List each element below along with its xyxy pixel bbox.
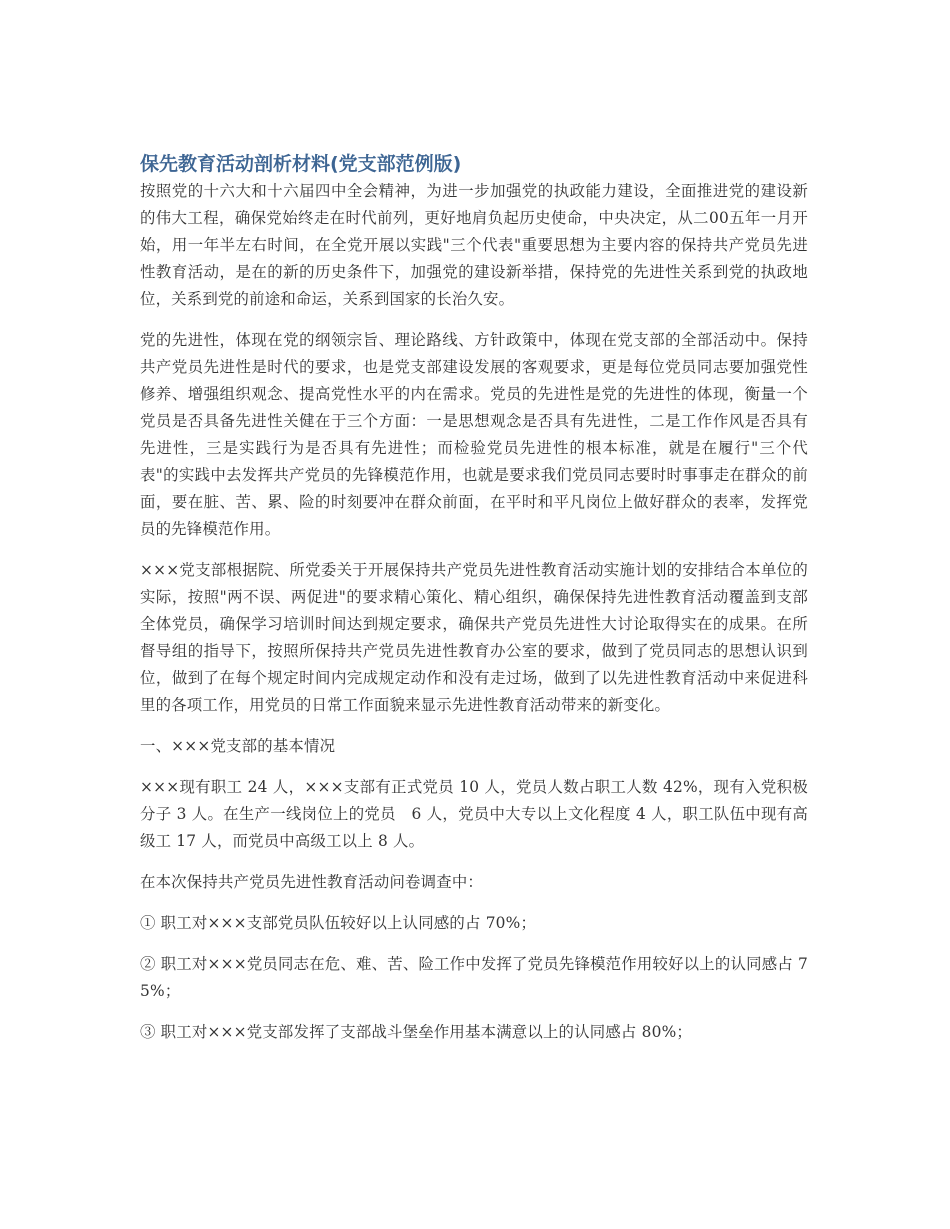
paragraph-party-advancement: 党的先进性，体现在党的纲领宗旨、理论路线、方针政策中，体现在党支部的全部活动中。保持共产党员先进性是时代的要求，也是党支部建设发展的客观要求，更是每位党员同志要加强党性修养、增强组织观念、提高党性水平的内在需求。党员的先进性是党的先进性的体现，衡量一个党员是否具备先进性关健在于三个方面：一是思想观念是否具有先进性，二是工作作风是否具有先进性，三是实践行为是否具有先进性；而检验党员先进性的根本标准，就是在履行"三个代表"的实践中去发挥共产党员的先锋模范作用，也就是要求我们党员同志要时时事事走在群众的前面，要在脏、苦、累、险的时刻要冲在群众前面，在平时和平凡岗位上做好群众的表率，发挥党员的先锋模范作用。 xyxy=(140,331,808,538)
section-heading-basic-info: 一、×××党支部的基本情况 xyxy=(140,737,336,755)
survey-item-3: ③ 职工对×××党支部发挥了支部战斗堡垒作用基本满意以上的认同感占 80%； xyxy=(140,1023,692,1041)
paragraph-staff-statistics: ×××现有职工 24 人，×××支部有正式党员 10 人，党员人数占职工人数 42%，现有入党积极分子 3 人。在生产一线岗位上的党员 6 人，党员中大专以上文化程度 4 人，职工队伍中现有高级工 17 人，而党员中高级工以上 8 人。 xyxy=(140,778,808,850)
survey-item-2: ② 职工对×××党员同志在危、难、苦、险工作中发挥了党员先锋模范作用较好以上的认同感占 75%； xyxy=(140,955,808,1000)
document-page xyxy=(140,148,808,1060)
paragraph-branch-implementation: ×××党支部根据院、所党委关于开展保持共产党员先进性教育活动实施计划的安排结合本单位的实际，按照"两不误、两促进"的要求精心策化、精心组织，确保保持先进性教育活动覆盖到支部全体党员，确保学习培训时间达到规定要求，确保共产党员先进性大讨论取得实在的成果。在所督导组的指导下，按照所保持共产党员先进性教育办公室的要求，做到了党员同志的思想认识到位，做到了在每个规定时间内完成规定动作和没有走过场，做到了以先进性教育活动中来促进科里的各项工作，用党员的日常工作面貌来显示先进性教育活动带来的新变化。 xyxy=(140,561,808,714)
survey-item-1: ① 职工对×××支部党员队伍较好以上认同感的占 70%； xyxy=(140,914,537,932)
paragraph-intro: 按照党的十六大和十六届四中全会精神，为进一步加强党的执政能力建设，全面推进党的建设新的伟大工程，确保党始终走在时代前列，更好地肩负起历史使命，中央决定，从二00五年一月开始，用一年半左右时间，在全党开展以实践"三个代表"重要思想为主要内容的保持共产党员先进性教育活动，是在的新的历史条件下，加强党的建设新举措，保持党的先进性关系到党的执政地位，关系到党的前途和命运，关系到国家的长治久安。 xyxy=(140,182,808,308)
paragraph-survey-intro: 在本次保持共产党员先进性教育活动问卷调查中： xyxy=(140,873,483,891)
document-title: 保先教育活动剖析材料(党支部范例版) xyxy=(140,153,462,175)
